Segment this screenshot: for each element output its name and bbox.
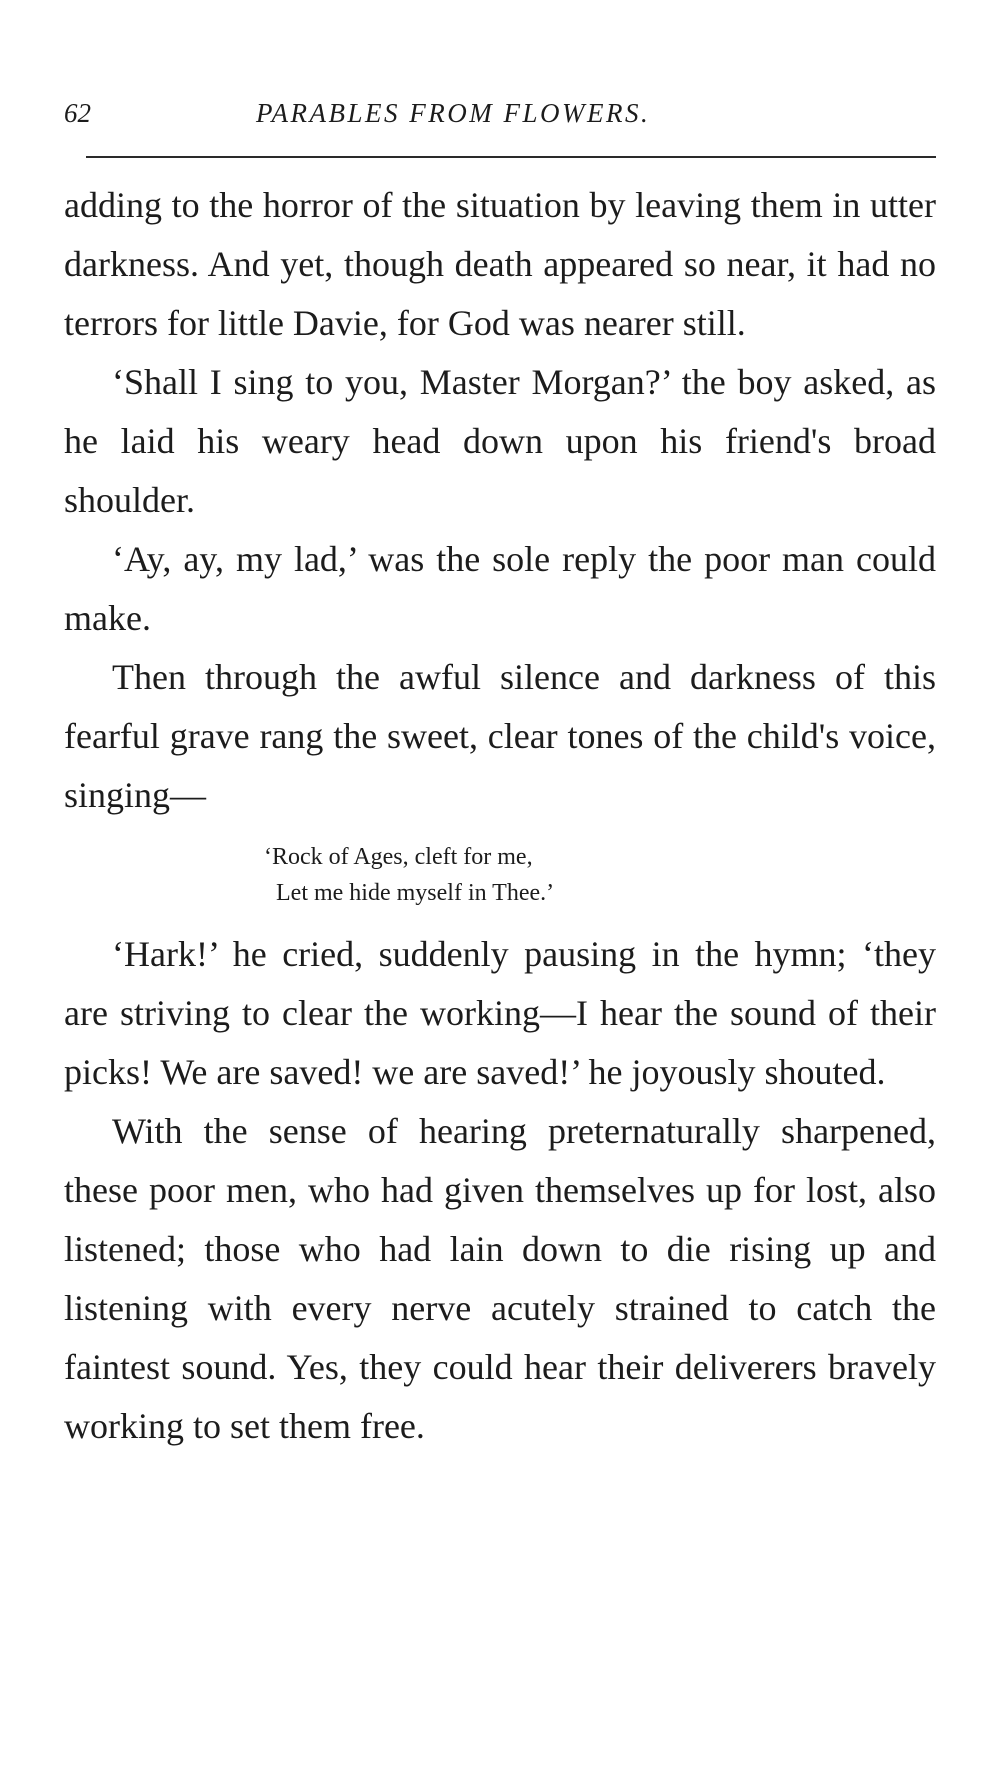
verse-line: Let me hide myself in Thee.’ <box>276 880 555 906</box>
paragraph: adding to the horror of the situation by leaving them in utter darkness. And yet, though death appeared so near, it had no terrors for little Davie, for God was nearer still. <box>64 185 936 343</box>
paragraph: Then through the awful silence and darkness of this fearful grave rang the sweet, clear tones of the child's voice, singing— <box>64 657 936 815</box>
body-text <box>64 176 936 1456</box>
paragraph: ‘Shall I sing to you, Master Morgan?’ the boy asked, as he laid his weary head down upon his friend's broad shoulder. <box>64 362 936 520</box>
hymn-verse <box>264 839 936 911</box>
paragraph: ‘Hark!’ he cried, suddenly pausing in the hymn; ‘they are striving to clear the working—I hear the sound of their picks! We are saved! we are saved!’ he joyously shouted. <box>64 934 936 1092</box>
header-rule <box>86 156 936 158</box>
paragraph: ‘Ay, ay, my lad,’ was the sole reply the poor man could make. <box>64 539 936 638</box>
running-title: PARABLES FROM FLOWERS. <box>256 98 651 128</box>
page-number: 62 <box>64 98 91 128</box>
verse-line: ‘Rock of Ages, cleft for me, <box>264 844 533 870</box>
page-header <box>64 98 936 138</box>
paragraph: With the sense of hearing preternaturally sharpened, these poor men, who had given themselves up for lost, also listened; those who had lain down to die rising up and listening with every nerve acutely strained to catch the faintest sound. Yes, they could hear their deliverers bravely working to set them free. <box>64 1111 936 1446</box>
